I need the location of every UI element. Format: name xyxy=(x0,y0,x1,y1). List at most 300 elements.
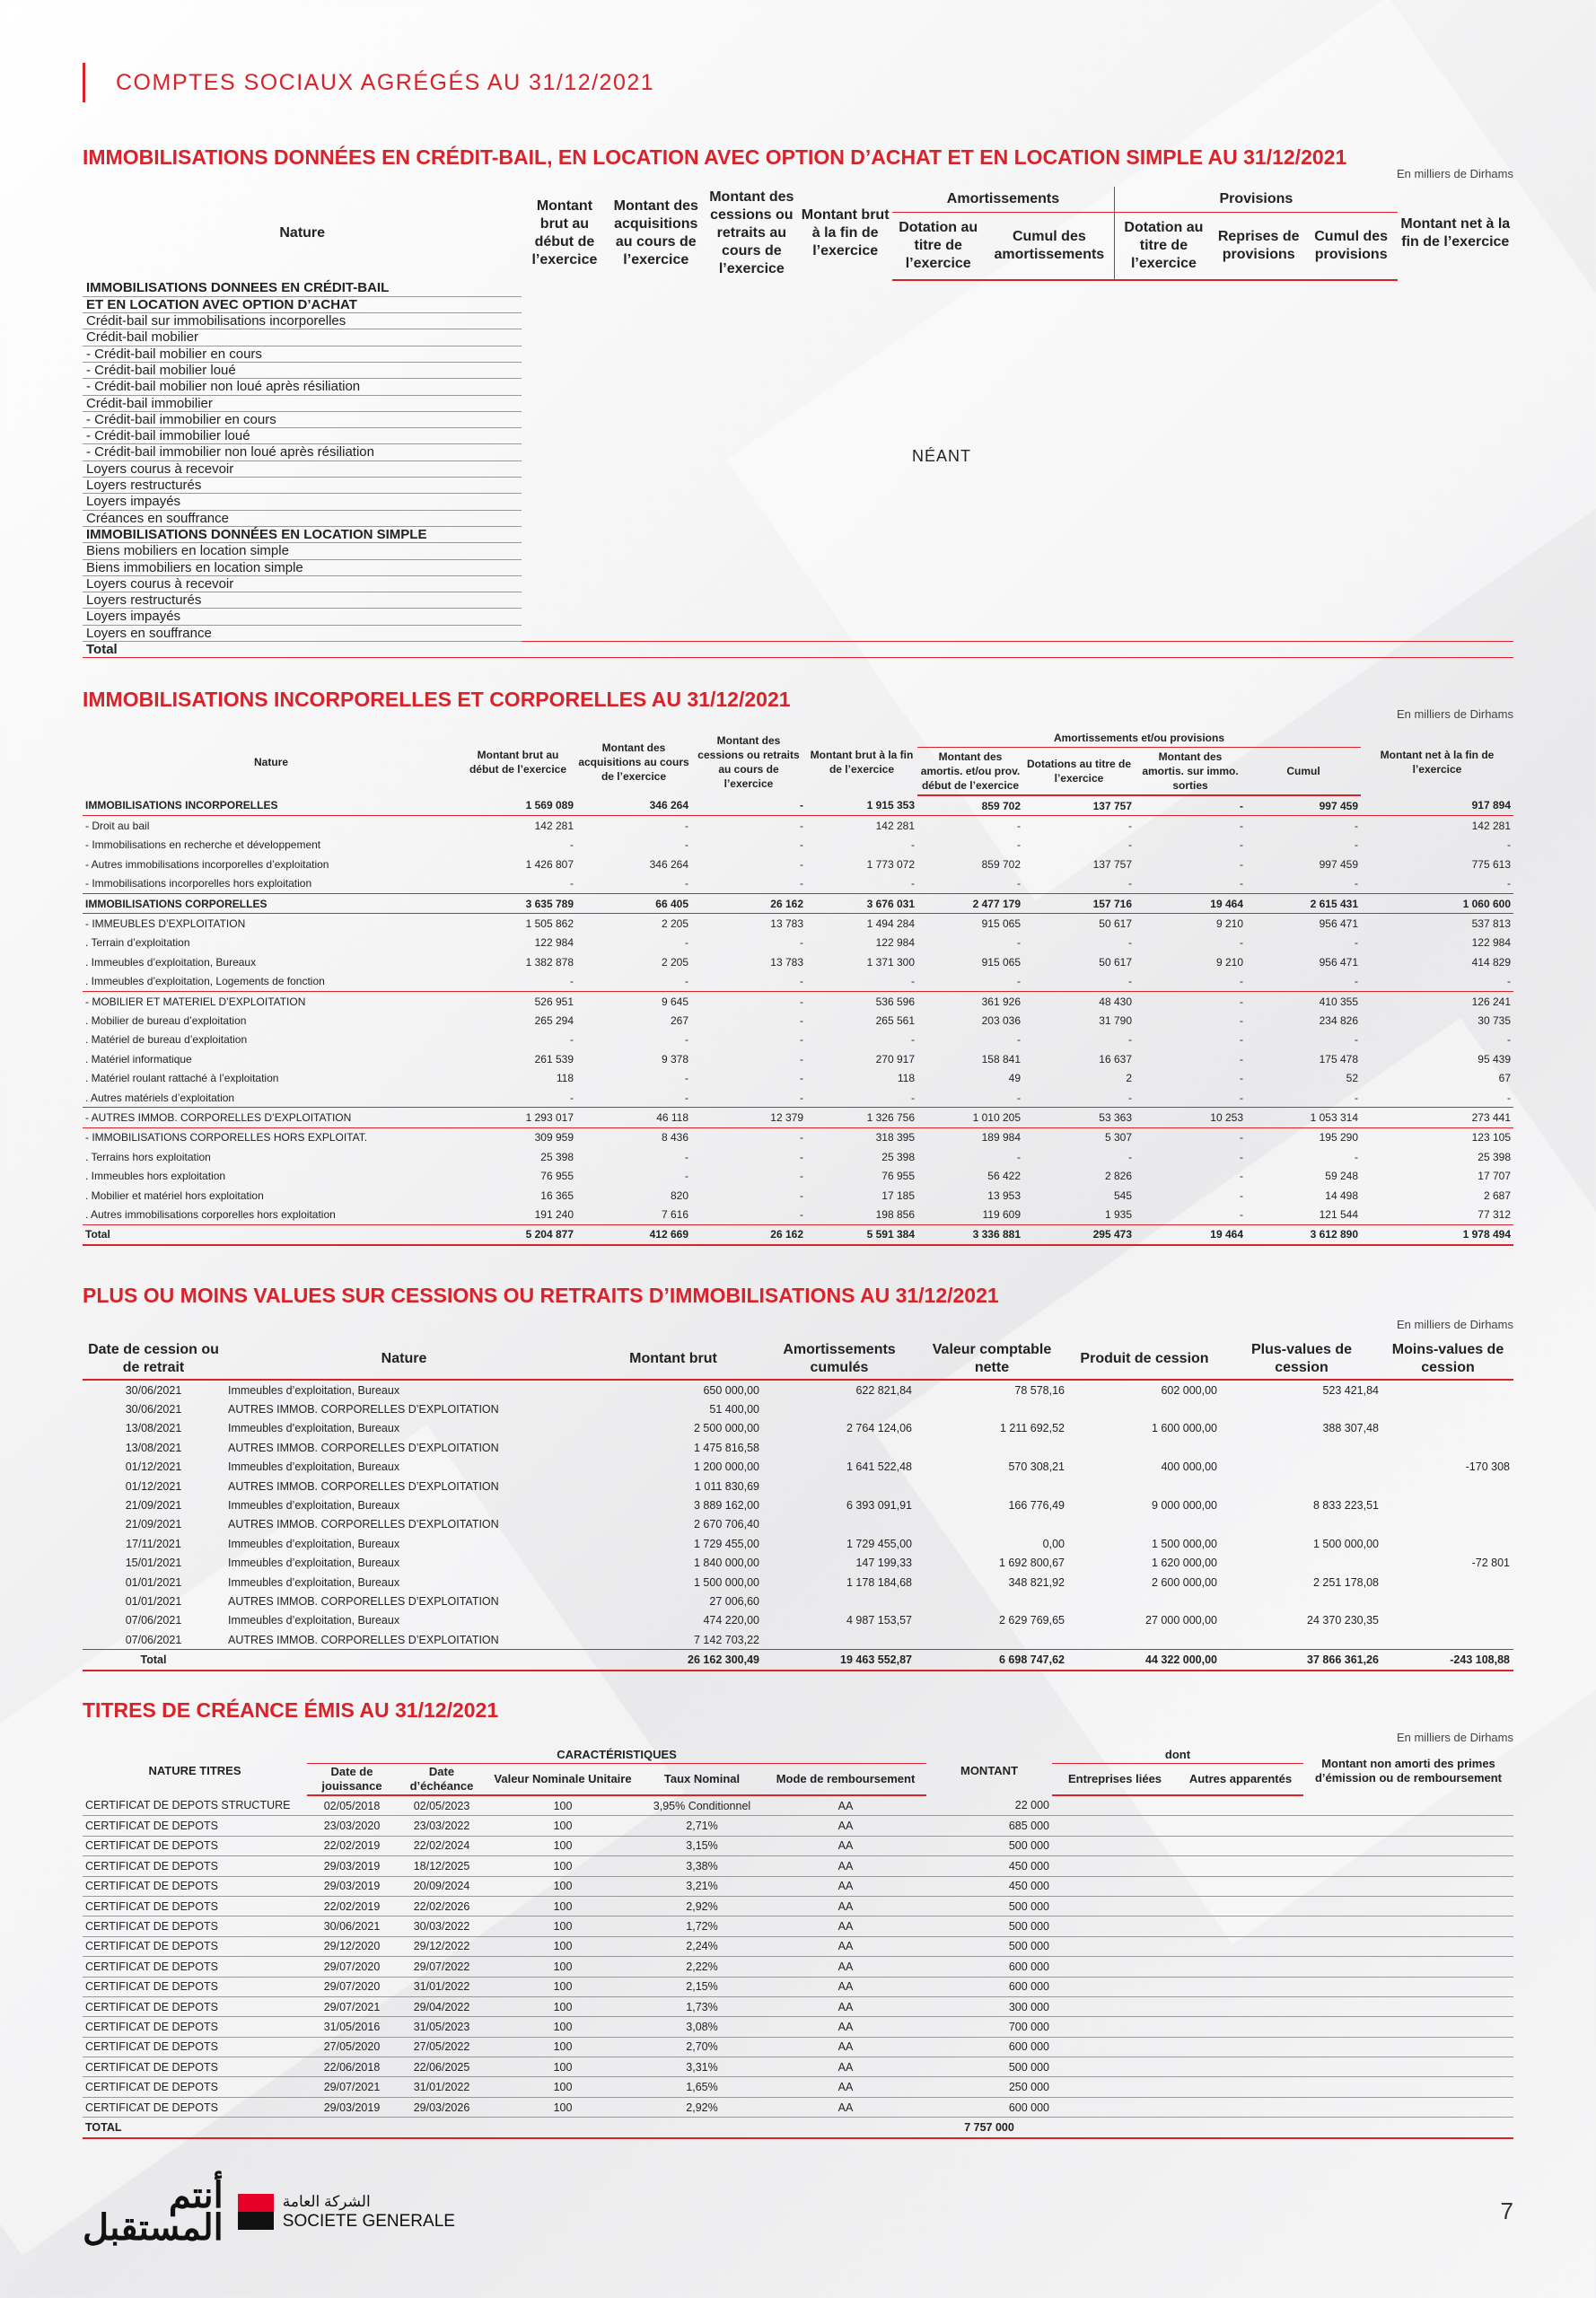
table-row xyxy=(83,2017,1513,2037)
table-row xyxy=(83,625,1513,641)
cell-value: 3,95% Conditionnel xyxy=(639,1795,765,1816)
cell-value xyxy=(1382,1611,1513,1630)
cell-value xyxy=(1382,1477,1513,1495)
table-row xyxy=(83,1380,1513,1399)
cell-value: 100 xyxy=(487,1876,639,1896)
footer-logo xyxy=(83,2176,455,2248)
cell-value: 1 200 000,00 xyxy=(694,1460,759,1474)
cell-value: 1 326 756 xyxy=(806,1108,917,1127)
cell-value: 859 702 xyxy=(917,795,1023,816)
cell-value: - xyxy=(691,1127,806,1147)
empty-cell xyxy=(522,362,1513,378)
cell-value: 3 676 031 xyxy=(806,893,917,913)
cell-value: 309 959 xyxy=(460,1127,576,1147)
empty-cell xyxy=(1303,1795,1513,1816)
slogan-line-1: أنتم xyxy=(168,2176,224,2215)
cell-value: 29/03/2026 xyxy=(397,2097,487,2117)
cell-value: - xyxy=(691,991,806,1011)
row-label: Biens mobiliers en location simple xyxy=(83,543,522,559)
row-label: . Immeubles d’exploitation, Logements de fonction xyxy=(85,975,325,988)
cell-value: - xyxy=(1240,936,1243,950)
cell-value: 1 915 353 xyxy=(806,795,917,816)
cell-value: 1 773 072 xyxy=(866,857,915,871)
row-label: - Crédit-bail immobilier loué xyxy=(83,428,522,444)
empty-cell xyxy=(1052,2097,1178,2117)
empty-cell xyxy=(1052,1876,1178,1896)
table-row xyxy=(83,592,1513,609)
empty-cell xyxy=(1303,1977,1513,1996)
cell-value xyxy=(1382,1399,1513,1418)
empty-cell xyxy=(1052,1856,1178,1876)
cell-value: 0,00 xyxy=(1042,1537,1065,1550)
plus-moins-values-table xyxy=(83,1339,1513,1671)
empty-cell xyxy=(1178,2097,1303,2117)
row-label: . Terrain d’exploitation xyxy=(85,936,190,950)
row-label: . Mobilier de bureau d’exploitation xyxy=(85,1013,247,1027)
cell-value: 2 687 xyxy=(1483,1188,1511,1202)
cell-value: - xyxy=(800,1170,803,1183)
table-row xyxy=(83,478,1513,494)
cell-value: 29/07/2021 xyxy=(307,1996,397,2016)
row-label: - Crédit-bail mobilier non loué après résiliation xyxy=(83,379,522,395)
cell-value: - xyxy=(691,795,806,816)
cell-value: 1 729 455,00 xyxy=(694,1537,759,1550)
empty-cell xyxy=(522,296,1513,312)
empty-cell xyxy=(522,379,1513,395)
nature-cell: AUTRES IMMOB. CORPORELLES D’EXPLOITATION xyxy=(228,1518,499,1531)
table-row xyxy=(83,934,1513,952)
cell-value: 1 475 816,58 xyxy=(694,1441,759,1454)
cell-value: 19 464 xyxy=(1135,893,1246,913)
cell-value: 915 065 xyxy=(981,917,1021,931)
cell-value: 234 826 xyxy=(1319,1013,1358,1027)
cell-value xyxy=(1221,1477,1382,1495)
table-row xyxy=(83,1611,1513,1630)
col-net-fin: Montant net à la fin de l’exercice xyxy=(1400,216,1511,250)
empty-cell xyxy=(1178,1977,1303,1996)
table-row xyxy=(83,1936,1513,1956)
cell-value: - xyxy=(1017,838,1021,852)
table-row xyxy=(83,362,1513,378)
cell-value: - xyxy=(1240,1072,1243,1085)
cell-value: 37 866 361,26 xyxy=(1221,1650,1382,1671)
cell-value xyxy=(1068,1592,1221,1610)
cell-value: 2 764 124,06 xyxy=(846,1422,912,1435)
date-cell: 21/09/2021 xyxy=(125,1518,182,1531)
cell-value xyxy=(1382,1592,1513,1610)
table-row xyxy=(83,1896,1513,1916)
cell-value: - xyxy=(570,1033,574,1047)
empty-cell xyxy=(522,329,1513,346)
cell-value: 346 264 xyxy=(576,795,691,816)
cell-value: 100 xyxy=(487,1795,639,1816)
cell-value: 318 395 xyxy=(806,1127,917,1147)
cell-value: 1,72% xyxy=(639,1916,765,1936)
cell-value: 29/07/2022 xyxy=(397,1957,487,1977)
cell-value: 545 xyxy=(1113,1188,1132,1202)
cell-value: 66 405 xyxy=(576,893,691,913)
cell-value: 14 498 xyxy=(1325,1188,1358,1202)
row-label: - Crédit-bail immobilier non loué après résiliation xyxy=(83,444,522,460)
cell-value: - xyxy=(685,975,688,988)
cell-value: 27/05/2020 xyxy=(307,2037,397,2057)
empty-cell xyxy=(522,575,1513,592)
cell-value: 119 609 xyxy=(982,1207,1021,1221)
cell-value: - xyxy=(1507,838,1511,852)
nature-cell: Immeubles d’exploitation, Bureaux xyxy=(228,1537,400,1550)
cell-value: 100 xyxy=(487,1957,639,1977)
cell-value: 997 459 xyxy=(1246,795,1361,816)
cell-value: 77 312 xyxy=(1478,1207,1511,1221)
cell-value: 1,65% xyxy=(639,2077,765,2097)
unit-label: En milliers de Dirhams xyxy=(1396,707,1513,721)
cell-value: 147 199,33 xyxy=(855,1557,912,1570)
cell-value: - xyxy=(1017,936,1021,950)
table-row xyxy=(83,1495,1513,1514)
cell-value: 1 620 000,00 xyxy=(1152,1557,1217,1570)
col-moins: Moins-values de cession xyxy=(1382,1339,1513,1380)
cell-value: 412 669 xyxy=(576,1224,691,1245)
cell-value: - xyxy=(570,838,574,852)
cell-value: 3 635 789 xyxy=(460,893,576,913)
table-row xyxy=(83,2057,1513,2077)
cell-value xyxy=(916,1515,1068,1534)
cell-value xyxy=(763,1515,916,1534)
cell-value: 261 539 xyxy=(534,1052,574,1066)
cell-value: 18/12/2025 xyxy=(397,1856,487,1876)
cell-value: 17 707 xyxy=(1478,1170,1511,1183)
cell-value: 118 xyxy=(556,1072,574,1085)
cell-value: 122 984 xyxy=(534,936,574,950)
nature-cell: Immeubles d’exploitation, Bureaux xyxy=(228,1460,400,1474)
cell-value: 500 000 xyxy=(926,1916,1052,1936)
cell-value xyxy=(1221,1399,1382,1418)
cell-value: 1 505 862 xyxy=(525,917,574,931)
cell-value: 31/01/2022 xyxy=(397,2077,487,2097)
table-row xyxy=(83,1127,1513,1147)
cell-value xyxy=(1221,1592,1382,1610)
col-dotations: Dotations au titre de l’exercice xyxy=(1023,748,1135,796)
empty-cell xyxy=(522,280,1513,296)
col-valeur-nominale: Valeur Nominale Unitaire xyxy=(487,1764,639,1796)
cell-value: 348 821,92 xyxy=(1008,1575,1065,1589)
empty-cell xyxy=(1052,2118,1513,2138)
cell-value: 2 xyxy=(1126,1072,1132,1085)
cell-value: - xyxy=(800,1052,803,1066)
row-label: IMMOBILISATIONS DONNEES EN CRÉDIT-BAIL xyxy=(83,280,522,296)
cell-value: 29/03/2019 xyxy=(307,1856,397,1876)
cell-value: AA xyxy=(765,1836,926,1855)
table-row xyxy=(83,609,1513,625)
table-row xyxy=(83,1049,1513,1068)
empty-cell xyxy=(1178,1876,1303,1896)
cell-value: 48 430 xyxy=(1023,991,1135,1011)
cell-value: 29/03/2019 xyxy=(307,1876,397,1896)
empty-cell xyxy=(1052,1957,1178,1977)
unit-label: En milliers de Dirhams xyxy=(1396,167,1513,180)
cell-value: 31/05/2023 xyxy=(397,2017,487,2037)
row-label: . Matériel de bureau d’exploitation xyxy=(85,1033,248,1047)
cell-value: 30/03/2022 xyxy=(397,1916,487,1936)
cell-value: 6 393 091,91 xyxy=(846,1499,912,1513)
table-row xyxy=(83,346,1513,362)
cell-value: 100 xyxy=(487,2097,639,2117)
cell-value: - xyxy=(1128,975,1132,988)
empty-cell xyxy=(1052,1816,1178,1836)
cell-value: 2 826 xyxy=(1104,1170,1132,1183)
cell-value: 600 000 xyxy=(926,2097,1052,2117)
date-cell: 01/01/2021 xyxy=(125,1575,182,1589)
cell-value: 22/06/2025 xyxy=(397,2057,487,2077)
table-row xyxy=(83,1031,1513,1049)
cell-value: 1 293 017 xyxy=(460,1108,576,1127)
cell-value: 02/05/2018 xyxy=(307,1795,397,1816)
total-row xyxy=(83,1650,1513,1671)
cell-value: 51 400,00 xyxy=(709,1403,759,1417)
cell-value xyxy=(1068,1515,1221,1534)
cell-value: 5 204 877 xyxy=(460,1224,576,1245)
col-cumul: Cumul xyxy=(1246,748,1361,796)
cell-value: - xyxy=(800,857,803,871)
cell-value: 1 978 494 xyxy=(1361,1224,1513,1245)
nature-cell: AUTRES IMMOB. CORPORELLES D’EXPLOITATION xyxy=(228,1441,499,1454)
cell-value: 410 355 xyxy=(1246,991,1361,1011)
row-label: Crédit-bail mobilier xyxy=(83,329,522,346)
row-label: Total xyxy=(83,1224,460,1245)
col-nature: Nature xyxy=(224,1339,583,1380)
cell-value: - xyxy=(1128,1150,1132,1163)
cell-value: 600 000 xyxy=(926,2037,1052,2057)
row-label: IMMOBILISATIONS INCORPORELLES xyxy=(83,795,460,816)
row-label: Loyers courus à recevoir xyxy=(83,575,522,592)
empty-cell xyxy=(1303,1896,1513,1916)
cell-value: 450 000 xyxy=(926,1876,1052,1896)
cell-value: - xyxy=(1128,1033,1132,1047)
cell-value: - xyxy=(1017,1033,1021,1047)
cell-value xyxy=(916,1438,1068,1457)
row-label: Loyers restructurés xyxy=(83,478,522,494)
table-row xyxy=(83,1836,1513,1855)
cell-value: 67 xyxy=(1498,1072,1511,1085)
empty-cell xyxy=(522,411,1513,427)
cell-value: 9 210 xyxy=(1215,917,1243,931)
empty-cell xyxy=(1303,2097,1513,2117)
cell-value: 16 637 xyxy=(1099,1052,1132,1066)
cell-value: - xyxy=(1128,1091,1132,1104)
cell-value: 450 000 xyxy=(926,1856,1052,1876)
table-row xyxy=(83,329,1513,346)
cell-value: 198 856 xyxy=(875,1207,915,1221)
cell-value: 29/12/2020 xyxy=(307,1936,397,1956)
cell-value: 142 281 xyxy=(534,820,574,833)
cell-value xyxy=(916,1477,1068,1495)
cell-value: 917 894 xyxy=(1361,795,1513,816)
date-cell: 13/08/2021 xyxy=(125,1422,182,1435)
cell-value: 1 382 878 xyxy=(525,955,574,969)
cell-value: 100 xyxy=(487,1856,639,1876)
row-label: . Mobilier et matériel hors exploitation xyxy=(85,1188,264,1202)
cell-value: 23/03/2022 xyxy=(397,1816,487,1836)
cell-value: 203 036 xyxy=(981,1013,1021,1027)
cell-value: - xyxy=(570,877,574,890)
cell-value: 1 500 000,00 xyxy=(1152,1537,1217,1550)
section-title-plus-moins-values: PLUS OU MOINS VALUES SUR CESSIONS OU RETRAITS D’IMMOBILISATIONS AU 31/12/2021 xyxy=(83,1284,999,1307)
table-row xyxy=(83,1108,1513,1127)
col-dotation-prov: Dotation au titre de l’exercice xyxy=(1115,212,1213,280)
table-row xyxy=(83,395,1513,411)
empty-cell xyxy=(522,444,1513,460)
cell-value: 100 xyxy=(487,2077,639,2097)
empty-cell xyxy=(522,559,1513,575)
cell-value: AA xyxy=(765,1957,926,1977)
empty-cell xyxy=(1303,2037,1513,2057)
cell-value: 2,24% xyxy=(639,1936,765,1956)
cell-value: 536 596 xyxy=(806,991,917,1011)
cell-value: 137 757 xyxy=(1023,795,1135,816)
row-label: - Crédit-bail mobilier en cours xyxy=(83,346,522,362)
cell-value: AA xyxy=(765,1977,926,1996)
cell-value: 2 251 178,08 xyxy=(1313,1575,1379,1589)
cell-value xyxy=(1382,1534,1513,1553)
neant-label: NÉANT xyxy=(912,447,972,465)
table-row xyxy=(83,2077,1513,2097)
cell-value: - xyxy=(685,820,688,833)
cell-value: - xyxy=(800,877,803,890)
cell-value: 3,15% xyxy=(639,1836,765,1855)
cell-value: 600 000 xyxy=(926,1977,1052,1996)
cell-value: 1,73% xyxy=(639,1996,765,2016)
row-label: . Matériel informatique xyxy=(85,1052,192,1066)
cell-value: 600 000 xyxy=(926,1957,1052,1977)
cell-value: 526 951 xyxy=(460,991,576,1011)
col-cessions: Montant des cessions ou retraits au cours de l’exercice xyxy=(697,734,800,790)
cell-value: 30/06/2021 xyxy=(307,1916,397,1936)
brand-text xyxy=(283,2192,455,2232)
table-row xyxy=(83,575,1513,592)
cell-value: 31/01/2022 xyxy=(397,1977,487,1996)
cell-value: 1 600 000,00 xyxy=(1152,1422,1217,1435)
cell-value: - xyxy=(1507,877,1511,890)
row-label: IMMOBILISATIONS CORPORELLES xyxy=(83,893,460,913)
table-row xyxy=(83,1515,1513,1534)
cell-value xyxy=(1382,1438,1513,1457)
row-label: - Autres immobilisations incorporelles d’exploitation xyxy=(85,857,329,871)
cell-value xyxy=(916,1399,1068,1418)
cell-value: - xyxy=(800,1013,803,1027)
col-amort-debut: Montant des amortis. et/ou prov. début de l’exercice xyxy=(917,748,1023,796)
empty-cell xyxy=(1052,1916,1178,1936)
cell-value: 3,31% xyxy=(639,2057,765,2077)
cell-value: 50 617 xyxy=(1099,955,1132,969)
cell-value: 191 240 xyxy=(534,1207,574,1221)
cell-value: 17 185 xyxy=(881,1188,915,1202)
table-row xyxy=(83,1977,1513,1996)
row-label: . Autres immobilisations corporelles hors exploitation xyxy=(85,1207,336,1221)
cell-value: 2 629 769,65 xyxy=(999,1614,1065,1627)
cell-value: 12 379 xyxy=(691,1108,806,1127)
nature-cell: Immeubles d’exploitation, Bureaux xyxy=(228,1614,400,1627)
cell-value xyxy=(1068,1438,1221,1457)
empty-cell xyxy=(1303,2077,1513,2097)
row-label: Loyers impayés xyxy=(83,494,522,510)
cell-value: 100 xyxy=(487,1936,639,1956)
cell-value: 775 613 xyxy=(1471,857,1511,871)
table-row xyxy=(83,1592,1513,1610)
table-row xyxy=(83,914,1513,934)
cell-value: - xyxy=(800,1150,803,1163)
cell-value: - xyxy=(1128,820,1132,833)
row-label: Crédit-bail immobilier xyxy=(83,395,522,411)
nature-cell: Immeubles d’exploitation, Bureaux xyxy=(228,1557,400,1570)
cell-value: - xyxy=(685,838,688,852)
row-label: CERTIFICAT DE DEPOTS xyxy=(83,2097,307,2117)
table-row xyxy=(83,296,1513,312)
cell-value: - xyxy=(800,975,803,988)
row-label: - Immobilisations incorporelles hors exploitation xyxy=(85,877,312,890)
col-non-amorti: Montant non amorti des primes d’émission ou de remboursement xyxy=(1314,1757,1503,1785)
table-row xyxy=(83,874,1513,894)
row-label: CERTIFICAT DE DEPOTS xyxy=(83,1977,307,1996)
cell-value: 2,92% xyxy=(639,2097,765,2117)
cell-value xyxy=(1382,1630,1513,1650)
cell-value: 26 162 xyxy=(691,1224,806,1245)
titres-creance-table xyxy=(83,1747,1513,2139)
cell-value xyxy=(916,1592,1068,1610)
cell-value: - xyxy=(1507,975,1511,988)
row-label: Loyers courus à recevoir xyxy=(83,460,522,477)
cell-value: - xyxy=(1135,991,1246,1011)
cell-value: 76 955 xyxy=(881,1170,915,1183)
table-row xyxy=(83,1205,1513,1224)
table-row xyxy=(83,1957,1513,1977)
cell-value: 1 371 300 xyxy=(866,955,915,969)
cell-value: 7 616 xyxy=(661,1207,688,1221)
table-row xyxy=(83,816,1513,836)
cell-value: 1 641 522,48 xyxy=(846,1460,912,1474)
cell-value xyxy=(1068,1477,1221,1495)
cell-value: 602 000,00 xyxy=(1161,1383,1217,1397)
cell-value: - xyxy=(800,1188,803,1202)
cell-value: 2,70% xyxy=(639,2037,765,2057)
cell-value xyxy=(1221,1515,1382,1534)
table-row xyxy=(83,1534,1513,1553)
cell-value xyxy=(763,1592,916,1610)
total-row xyxy=(83,1224,1513,1245)
immobilisations-table xyxy=(83,729,1513,1246)
cell-value: 3,21% xyxy=(639,1876,765,1896)
empty-cell xyxy=(1303,2017,1513,2037)
cell-value: 1 840 000,00 xyxy=(694,1557,759,1570)
cell-value: 100 xyxy=(487,1836,639,1855)
row-label: ET EN LOCATION AVEC OPTION D’ACHAT xyxy=(83,296,522,312)
cell-value: 44 322 000,00 xyxy=(1068,1650,1221,1671)
cell-value: 31 790 xyxy=(1099,1013,1132,1027)
col-mode: Mode de remboursement xyxy=(765,1764,926,1796)
empty-cell xyxy=(1303,1836,1513,1855)
col-net-fin: Montant net à la fin de l’exercice xyxy=(1380,749,1495,776)
cell-value: 13 783 xyxy=(770,955,803,969)
cell-value: 270 917 xyxy=(875,1052,915,1066)
col-date-jouissance: Date de jouissance xyxy=(307,1764,397,1796)
page-number: 7 xyxy=(1500,2197,1513,2224)
cell-value xyxy=(763,1477,916,1495)
empty-cell xyxy=(522,395,1513,411)
cell-value: - xyxy=(800,838,803,852)
cell-value xyxy=(1382,1515,1513,1534)
cell-value xyxy=(1068,1630,1221,1650)
cell-value: 16 365 xyxy=(540,1188,574,1202)
date-cell: 07/06/2021 xyxy=(125,1614,182,1627)
